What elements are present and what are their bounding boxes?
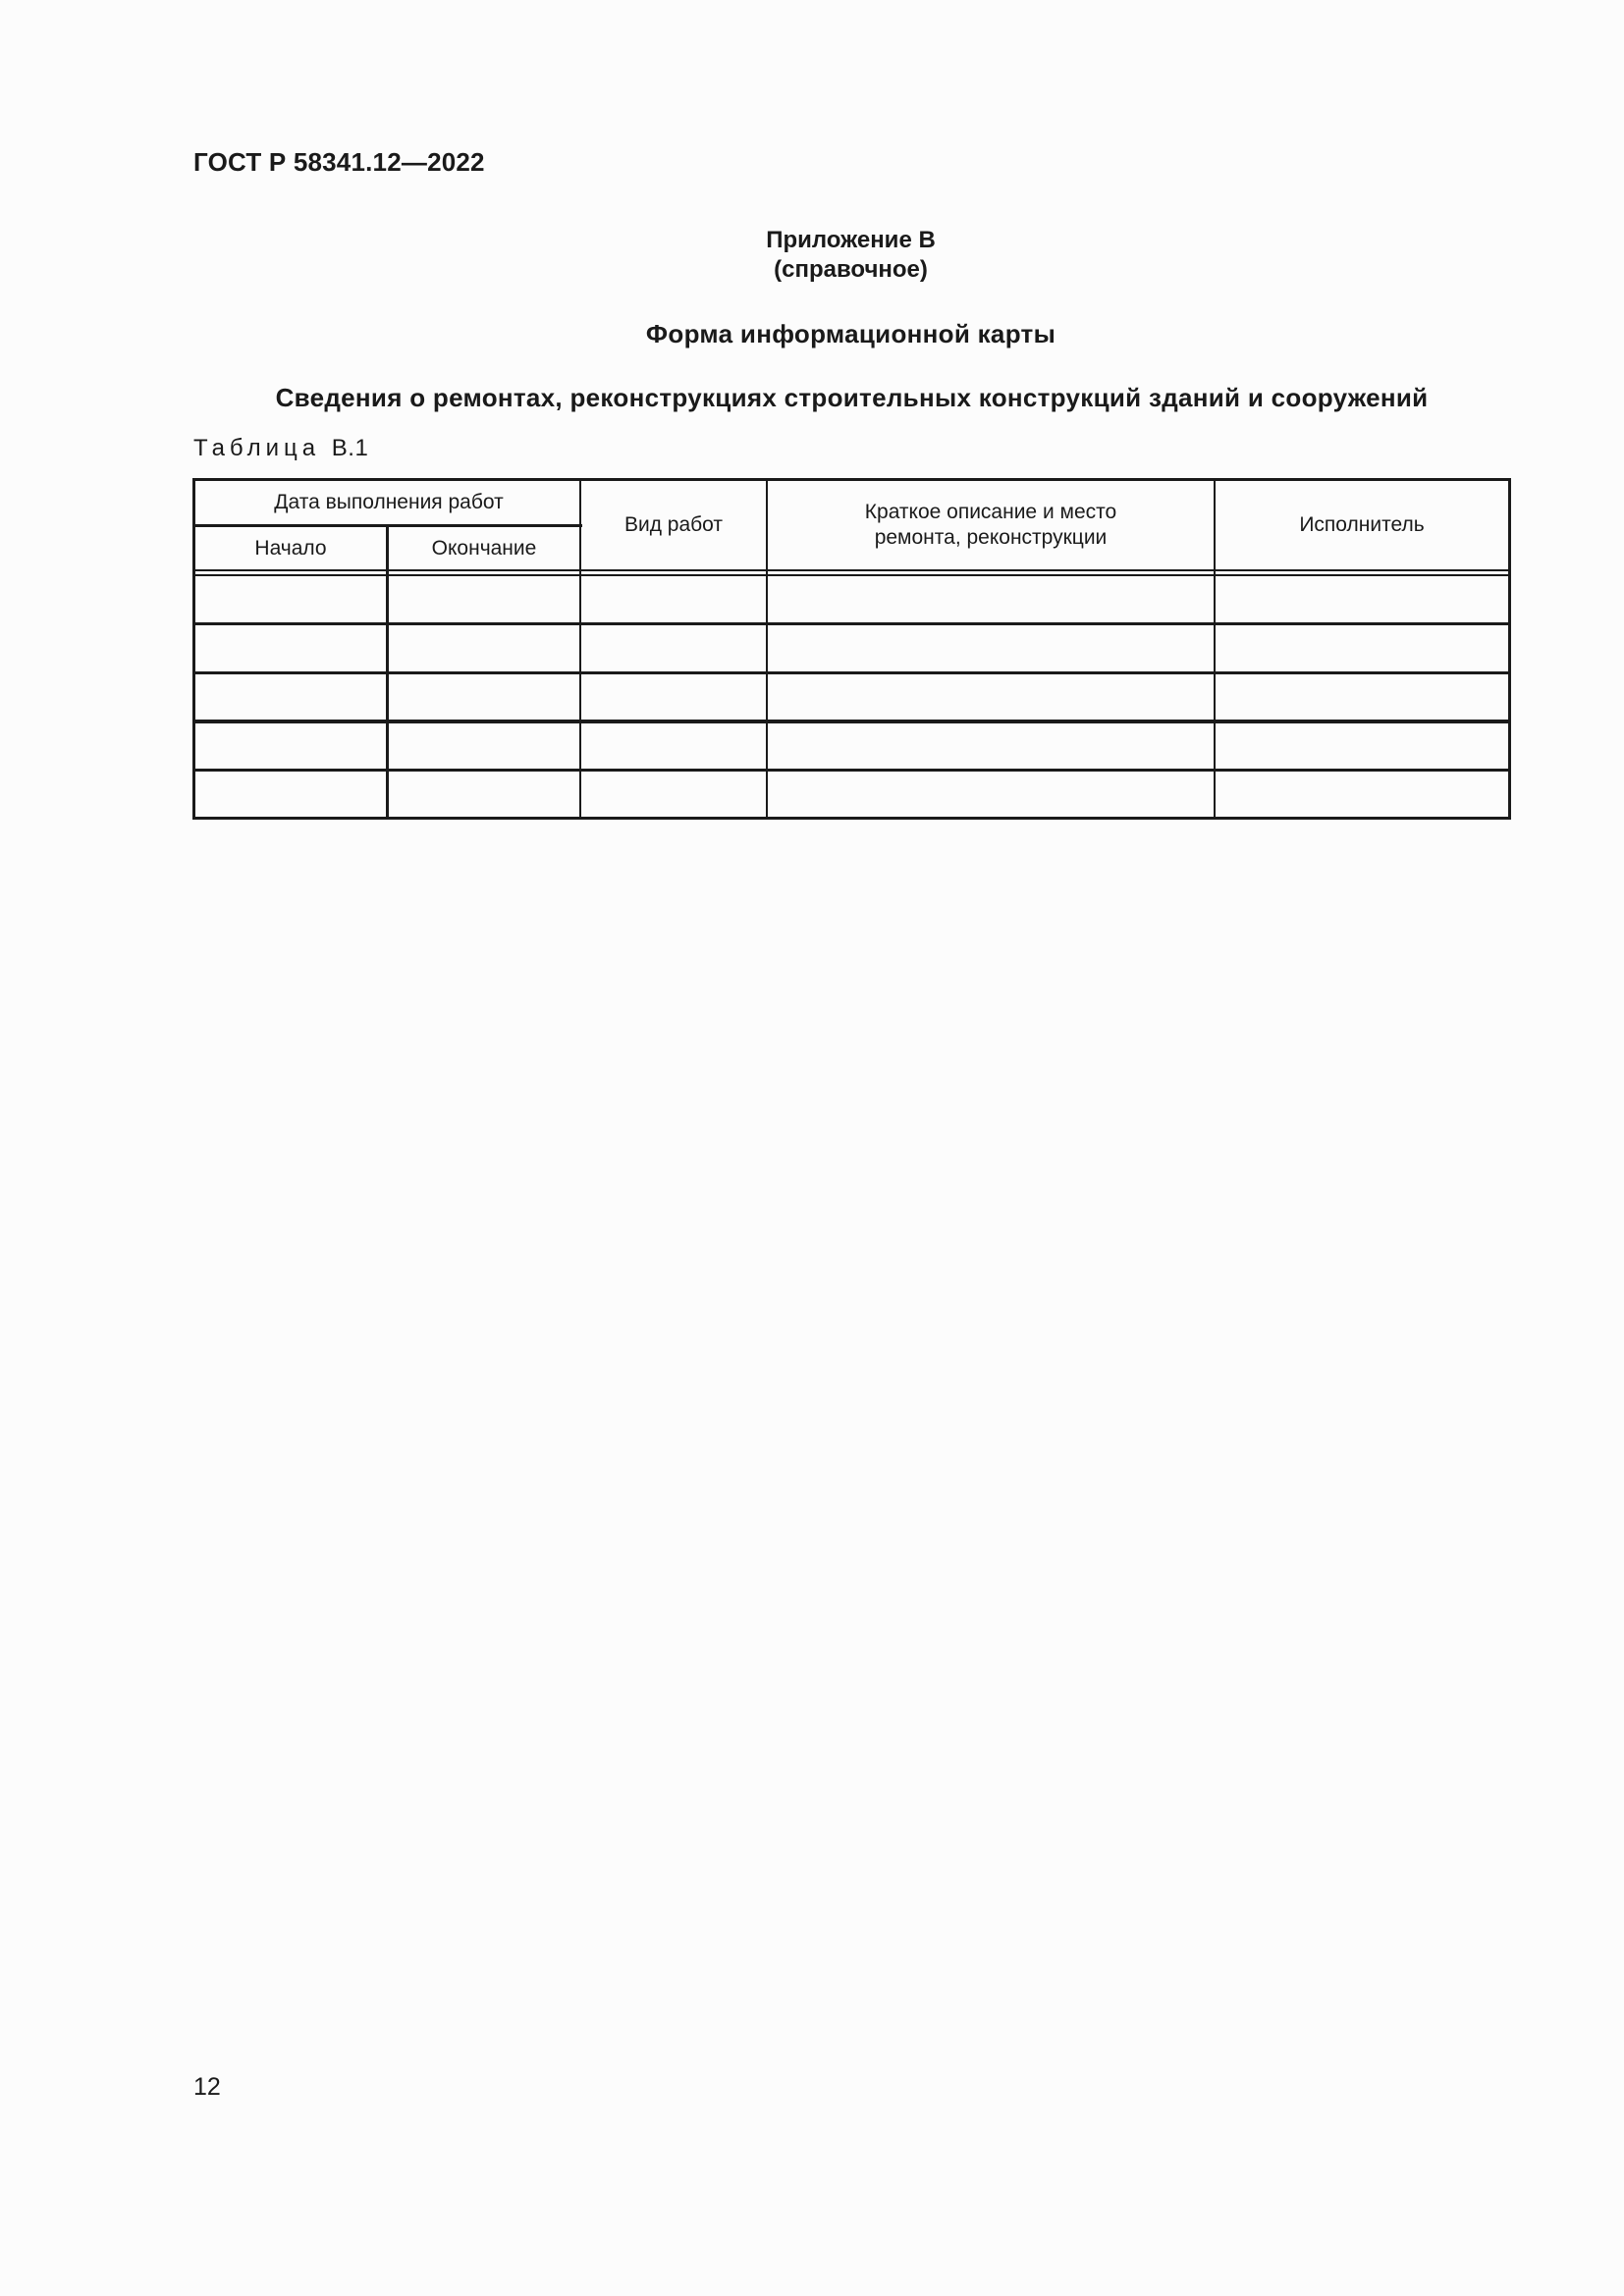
table-row xyxy=(195,576,1508,622)
annex-note: (справочное) xyxy=(774,256,928,283)
table-border-bottom xyxy=(192,817,1511,820)
row-line-1 xyxy=(192,622,1511,625)
header-executor: Исполнитель xyxy=(1299,513,1425,536)
col-divider-1 xyxy=(386,525,389,820)
row-line-3 xyxy=(192,720,1511,723)
header-bottom-line-2 xyxy=(192,574,1511,576)
form-title: Форма информационной карты xyxy=(645,319,1056,348)
header-bottom-line-1 xyxy=(192,569,1511,571)
header-date-group: Дата выполнения работ xyxy=(274,491,504,513)
table-border-left xyxy=(192,478,195,820)
header-work-type: Вид работ xyxy=(623,513,724,536)
table-row xyxy=(195,674,1508,720)
row-line-4 xyxy=(192,769,1511,772)
row-line-2 xyxy=(192,671,1511,674)
table-caption-word: Таблица xyxy=(193,435,321,461)
col-divider-4 xyxy=(1214,478,1216,820)
section-title: Сведения о ремонтах, реконструкциях строительных конструкций зданий и сооружений xyxy=(275,383,1429,412)
col-divider-2 xyxy=(579,478,581,820)
header-group-divider xyxy=(192,524,582,527)
header-end: Окончание xyxy=(431,537,537,560)
annex-title: Приложение В xyxy=(766,227,936,253)
header-description: Краткое описание и место ремонта, реконструкции xyxy=(864,501,1117,549)
table-caption xyxy=(193,435,368,462)
page-number: 12 xyxy=(193,2073,221,2101)
table-row xyxy=(195,625,1508,671)
table-border-top xyxy=(192,478,1511,481)
table-border-right xyxy=(1508,478,1511,820)
document-id: ГОСТ Р 58341.12—2022 xyxy=(193,147,485,177)
table-caption-number: В.1 xyxy=(331,435,369,461)
col-divider-3 xyxy=(766,478,768,820)
header-start: Начало xyxy=(254,537,327,560)
table-row xyxy=(195,723,1508,769)
table-row xyxy=(195,772,1508,817)
